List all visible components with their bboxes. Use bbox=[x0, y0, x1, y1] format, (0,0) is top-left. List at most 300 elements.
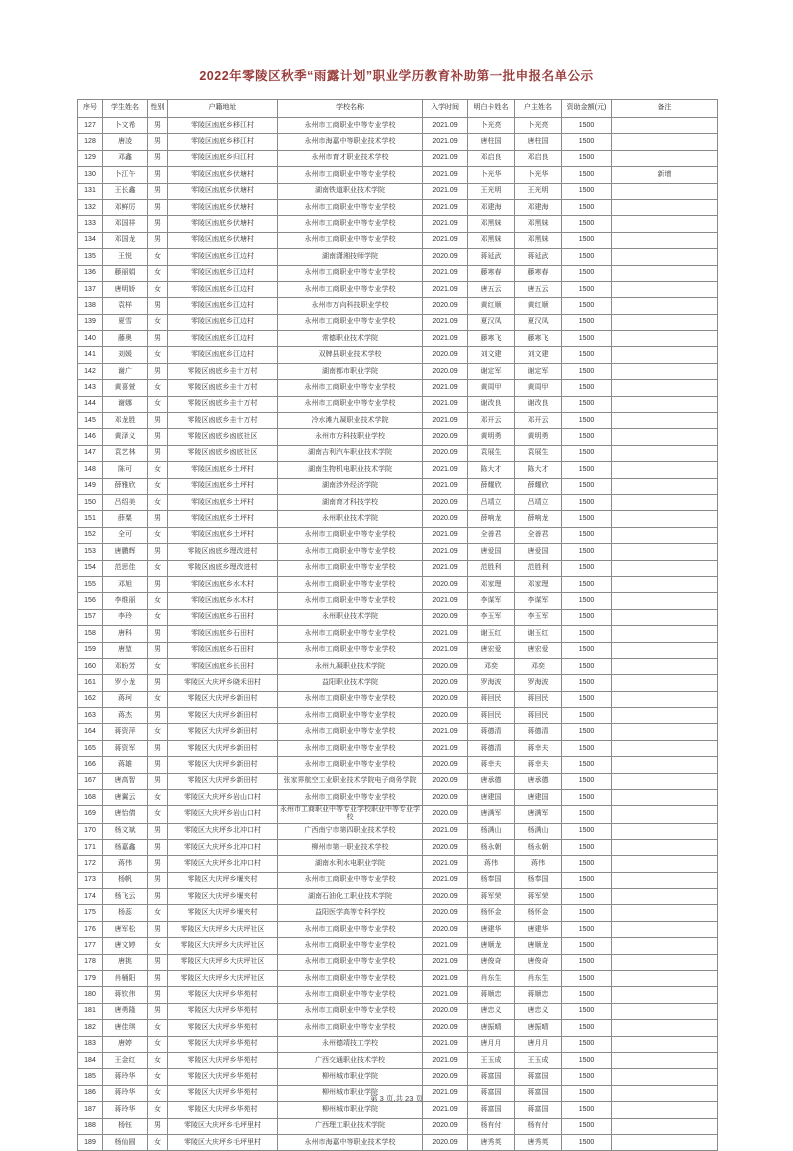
table-cell: 永州市工商职业中等专业学校 bbox=[278, 396, 423, 412]
column-header: 入学时间 bbox=[423, 100, 468, 118]
table-cell: 范思佳 bbox=[103, 560, 148, 576]
table-row bbox=[78, 757, 718, 773]
table-cell: 1500 bbox=[562, 183, 612, 199]
table-cell: 唐满军 bbox=[468, 806, 515, 823]
table-cell: 湖南生物机电职业技术学院 bbox=[278, 462, 423, 478]
table-cell: 149 bbox=[78, 478, 103, 494]
table-cell: 148 bbox=[78, 462, 103, 478]
table-cell bbox=[612, 544, 718, 560]
table-row bbox=[78, 183, 718, 199]
table-cell: 零陵区凼底乡伏塘村 bbox=[168, 216, 278, 232]
table-cell: 永州市工商职业中等专业学校 bbox=[278, 724, 423, 740]
table-cell bbox=[612, 413, 718, 429]
table-cell: 女 bbox=[148, 462, 168, 478]
table-cell: 零陵区大庆坪乡北冲口村 bbox=[168, 839, 278, 855]
table-cell: 蒋富国 bbox=[515, 1069, 562, 1085]
table-cell: 2020.09 bbox=[423, 757, 468, 773]
table-cell bbox=[612, 249, 718, 265]
table-cell: 永州市海嘉中等职业技术学校 bbox=[278, 134, 423, 150]
table-cell: 零陵区凼底乡江边村 bbox=[168, 281, 278, 297]
table-cell: 女 bbox=[148, 281, 168, 297]
table-cell: 139 bbox=[78, 314, 103, 330]
table-cell bbox=[612, 527, 718, 543]
table-cell: 唐承德 bbox=[515, 773, 562, 789]
table-cell: 1500 bbox=[562, 691, 612, 707]
table-cell bbox=[612, 1102, 718, 1118]
table-cell: 益阳医学高等专科学校 bbox=[278, 905, 423, 921]
table-row bbox=[78, 445, 718, 461]
table-cell: 蒋雄 bbox=[103, 757, 148, 773]
table-cell: 1500 bbox=[562, 806, 612, 823]
table-row bbox=[78, 806, 718, 823]
table-row bbox=[78, 773, 718, 789]
table-cell: 130 bbox=[78, 167, 103, 183]
table-cell: 150 bbox=[78, 494, 103, 510]
table-cell: 129 bbox=[78, 150, 103, 166]
table-cell: 零陵区大庆坪乡大庆坪社区 bbox=[168, 971, 278, 987]
table-cell: 永州市工商职业中等专业学校 bbox=[278, 954, 423, 970]
table-cell: 零陵区凼底乡江边村 bbox=[168, 347, 278, 363]
table-cell: 女 bbox=[148, 347, 168, 363]
table-cell: 唐秀英 bbox=[468, 1134, 515, 1150]
table-cell: 零陵区大庆坪乡华苑村 bbox=[168, 1102, 278, 1118]
table-cell: 男 bbox=[148, 544, 168, 560]
table-cell: 唐忠义 bbox=[515, 1003, 562, 1019]
table-cell bbox=[612, 938, 718, 954]
table-cell: 154 bbox=[78, 560, 103, 576]
table-cell: 蒋德清 bbox=[468, 724, 515, 740]
table-cell: 2021.09 bbox=[423, 1102, 468, 1118]
table-cell: 1500 bbox=[562, 265, 612, 281]
table-cell: 谢娜 bbox=[103, 396, 148, 412]
table-cell: 零陵区大庆坪乡新田村 bbox=[168, 708, 278, 724]
table-cell: 杨帆 bbox=[103, 872, 148, 888]
column-header: 学生姓名 bbox=[103, 100, 148, 118]
table-cell: 唐鹏辉 bbox=[103, 544, 148, 560]
table-cell: 女 bbox=[148, 1020, 168, 1036]
table-cell: 永州市工商职业中等专业学校 bbox=[278, 199, 423, 215]
table-cell: 2020.09 bbox=[423, 429, 468, 445]
table-cell: 2020.09 bbox=[423, 806, 468, 823]
table-cell: 零陵区大庆坪乡大庆坪社区 bbox=[168, 921, 278, 937]
table-row bbox=[78, 429, 718, 445]
table-cell: 藤寒春 bbox=[515, 265, 562, 281]
table-cell: 1500 bbox=[562, 429, 612, 445]
table-cell: 柳州城市职业学院 bbox=[278, 1102, 423, 1118]
table-cell: 男 bbox=[148, 167, 168, 183]
table-cell: 1500 bbox=[562, 380, 612, 396]
table-cell: 谢玉红 bbox=[515, 626, 562, 642]
table-cell: 零陵区凼底乡土坪村 bbox=[168, 462, 278, 478]
table-cell: 128 bbox=[78, 134, 103, 150]
table-cell: 刘文建 bbox=[515, 347, 562, 363]
table-cell: 永州市工商职业中等专业学校 bbox=[278, 708, 423, 724]
table-cell: 永州市工商职业中等专业学校 bbox=[278, 281, 423, 297]
table-cell: 蒋玲华 bbox=[103, 1069, 148, 1085]
table-cell: 1500 bbox=[562, 281, 612, 297]
table-row bbox=[78, 856, 718, 872]
table-cell: 零陵区大庆坪乡堰夹村 bbox=[168, 889, 278, 905]
table-cell: 永州市工商职业中等专业学校 bbox=[278, 642, 423, 658]
table-cell bbox=[612, 331, 718, 347]
table-cell: 李玉军 bbox=[468, 609, 515, 625]
table-cell: 蒋回民 bbox=[515, 691, 562, 707]
table-cell: 全可 bbox=[103, 527, 148, 543]
table-cell: 男 bbox=[148, 413, 168, 429]
table-cell: 邓建海 bbox=[468, 199, 515, 215]
table-cell: 1500 bbox=[562, 1102, 612, 1118]
table-cell bbox=[612, 429, 718, 445]
table-cell: 152 bbox=[78, 527, 103, 543]
table-cell: 男 bbox=[148, 675, 168, 691]
table-cell: 柳州市第一职业技术学校 bbox=[278, 839, 423, 855]
table-row bbox=[78, 478, 718, 494]
table-cell: 184 bbox=[78, 1052, 103, 1068]
table-cell: 零陵区凼底乡土坪村 bbox=[168, 511, 278, 527]
table-cell: 零陵区凼底乡伏塘村 bbox=[168, 183, 278, 199]
table-cell: 男 bbox=[148, 889, 168, 905]
table-cell bbox=[612, 954, 718, 970]
table-cell: 吕绍美 bbox=[103, 494, 148, 510]
table-cell: 172 bbox=[78, 856, 103, 872]
table-cell bbox=[612, 675, 718, 691]
table-cell: 零陵区大庆坪乡华苑村 bbox=[168, 1052, 278, 1068]
table-cell: 蒋伟 bbox=[468, 856, 515, 872]
table-cell: 186 bbox=[78, 1085, 103, 1101]
column-header: 学校名称 bbox=[278, 100, 423, 118]
table-cell: 双牌县职业技术学校 bbox=[278, 347, 423, 363]
table-cell: 女 bbox=[148, 314, 168, 330]
table-row bbox=[78, 691, 718, 707]
table-cell: 黄明勇 bbox=[468, 429, 515, 445]
table-cell: 1500 bbox=[562, 609, 612, 625]
table-cell: 2021.09 bbox=[423, 462, 468, 478]
table-cell: 永州市工商职业中等专业学校 bbox=[278, 576, 423, 592]
table-cell: 蒋资萍 bbox=[103, 724, 148, 740]
table-cell: 唐明娇 bbox=[103, 281, 148, 297]
table-cell: 1500 bbox=[562, 658, 612, 674]
table-cell bbox=[612, 1052, 718, 1068]
table-row bbox=[78, 626, 718, 642]
table-cell: 1500 bbox=[562, 1036, 612, 1052]
table-cell: 陈大才 bbox=[515, 462, 562, 478]
table-cell: 永州市工商职业中等专业学校 bbox=[278, 757, 423, 773]
table-row bbox=[78, 954, 718, 970]
table-cell: 2020.09 bbox=[423, 576, 468, 592]
table-cell: 零陵区大庆坪乡大庆坪社区 bbox=[168, 938, 278, 954]
table-cell: 165 bbox=[78, 740, 103, 756]
table-cell: 唐科 bbox=[103, 626, 148, 642]
table-row bbox=[78, 790, 718, 806]
table-cell: 永州市工商职业中等专业学校 bbox=[278, 1020, 423, 1036]
table-cell: 男 bbox=[148, 626, 168, 642]
table-cell: 冷水滩九凝职业技术学院 bbox=[278, 413, 423, 429]
table-cell: 李谋军 bbox=[468, 593, 515, 609]
table-cell: 邓奕 bbox=[515, 658, 562, 674]
table-cell: 1500 bbox=[562, 708, 612, 724]
table-cell: 2021.09 bbox=[423, 724, 468, 740]
table-cell: 零陵区大庆坪乡堰夹村 bbox=[168, 872, 278, 888]
table-cell: 零陵区凼底乡长田村 bbox=[168, 658, 278, 674]
table-cell bbox=[612, 445, 718, 461]
table-cell: 1500 bbox=[562, 298, 612, 314]
table-cell: 范胜利 bbox=[468, 560, 515, 576]
table-cell: 陈大才 bbox=[468, 462, 515, 478]
table-cell: 零陵区凼底乡移江村 bbox=[168, 118, 278, 134]
table-cell: 王玉成 bbox=[468, 1052, 515, 1068]
table-cell: 男 bbox=[148, 576, 168, 592]
table-cell: 张家界航空工业职业技术学院电子商务学院 bbox=[278, 773, 423, 789]
table-cell: 谢定军 bbox=[515, 363, 562, 379]
table-cell: 永州市工商职业中等专业学校 bbox=[278, 216, 423, 232]
table-cell: 邓鑫 bbox=[103, 150, 148, 166]
table-cell: 零陵区凼底乡理改进村 bbox=[168, 544, 278, 560]
table-cell: 166 bbox=[78, 757, 103, 773]
table-cell: 零陵区凼底乡伏塘村 bbox=[168, 232, 278, 248]
table-row bbox=[78, 298, 718, 314]
table-cell: 零陵区大庆坪乡新田村 bbox=[168, 691, 278, 707]
table-cell: 1500 bbox=[562, 576, 612, 592]
table-cell bbox=[612, 757, 718, 773]
table-cell: 1500 bbox=[562, 856, 612, 872]
table-cell: 唐建华 bbox=[468, 921, 515, 937]
table-cell bbox=[612, 1036, 718, 1052]
table-cell: 永州市工商职业中等专业学校 bbox=[278, 691, 423, 707]
table-cell: 蒋延武 bbox=[515, 249, 562, 265]
table-cell: 2021.09 bbox=[423, 150, 468, 166]
table-cell: 2021.09 bbox=[423, 183, 468, 199]
table-cell: 2020.09 bbox=[423, 839, 468, 855]
table-cell: 男 bbox=[148, 511, 168, 527]
table-cell bbox=[612, 576, 718, 592]
table-row bbox=[78, 118, 718, 134]
table-cell: 171 bbox=[78, 839, 103, 855]
table-row bbox=[78, 511, 718, 527]
table-cell: 蒋富国 bbox=[468, 1069, 515, 1085]
table-cell: 2021.09 bbox=[423, 987, 468, 1003]
table-cell: 邓黑妹 bbox=[515, 232, 562, 248]
table-row bbox=[78, 675, 718, 691]
table-cell: 蒋回民 bbox=[468, 691, 515, 707]
table-cell: 蒋伟 bbox=[103, 856, 148, 872]
table-cell: 永州市工商职业中等专业学校 bbox=[278, 987, 423, 1003]
table-cell: 136 bbox=[78, 265, 103, 281]
table-cell: 男 bbox=[148, 331, 168, 347]
table-cell: 唐五云 bbox=[515, 281, 562, 297]
table-cell: 185 bbox=[78, 1069, 103, 1085]
table-cell: 1500 bbox=[562, 675, 612, 691]
table-cell: 179 bbox=[78, 971, 103, 987]
table-cell: 零陵区大庆坪乡岩山口村 bbox=[168, 790, 278, 806]
table-cell bbox=[612, 396, 718, 412]
table-cell: 2020.09 bbox=[423, 1134, 468, 1150]
table-cell: 2020.09 bbox=[423, 347, 468, 363]
table-cell bbox=[612, 380, 718, 396]
table-cell: 永州市海嘉中等职业技术学校 bbox=[278, 1134, 423, 1150]
table-cell: 2020.09 bbox=[423, 1069, 468, 1085]
table-cell: 邓龙胜 bbox=[103, 413, 148, 429]
table-cell bbox=[612, 839, 718, 855]
table-cell: 1500 bbox=[562, 216, 612, 232]
table-cell: 127 bbox=[78, 118, 103, 134]
table-cell: 王悦 bbox=[103, 249, 148, 265]
table-cell: 零陵区凼底乡江边村 bbox=[168, 314, 278, 330]
table-cell: 1500 bbox=[562, 527, 612, 543]
table-cell: 刘媛 bbox=[103, 347, 148, 363]
table-cell: 唐凌 bbox=[103, 134, 148, 150]
table-cell: 1500 bbox=[562, 921, 612, 937]
table-cell: 藤寒飞 bbox=[468, 331, 515, 347]
table-cell: 140 bbox=[78, 331, 103, 347]
table-cell: 164 bbox=[78, 724, 103, 740]
page-title: 2022年零陵区秋季“雨露计划”职业学历教育补助第一批申报名单公示 bbox=[199, 69, 594, 83]
table-cell: 1500 bbox=[562, 478, 612, 494]
table-cell: 永州市万向科技职业学校 bbox=[278, 298, 423, 314]
table-cell: 女 bbox=[148, 658, 168, 674]
table-row bbox=[78, 1020, 718, 1036]
table-cell: 李玲 bbox=[103, 609, 148, 625]
table-cell: 1500 bbox=[562, 905, 612, 921]
column-header: 户籍地址 bbox=[168, 100, 278, 118]
table-cell: 145 bbox=[78, 413, 103, 429]
table-cell: 167 bbox=[78, 773, 103, 789]
table-cell: 男 bbox=[148, 232, 168, 248]
table-cell: 蒋幸夫 bbox=[515, 740, 562, 756]
table-row bbox=[78, 396, 718, 412]
table-cell: 1500 bbox=[562, 118, 612, 134]
table-cell: 零陵区大庆坪乡新田村 bbox=[168, 757, 278, 773]
table-cell: 薛耀欣 bbox=[468, 478, 515, 494]
table-cell: 1500 bbox=[562, 757, 612, 773]
table-cell: 袁展生 bbox=[515, 445, 562, 461]
table-cell: 薛响龙 bbox=[468, 511, 515, 527]
table-cell: 1500 bbox=[562, 642, 612, 658]
table-cell: 杨飞云 bbox=[103, 889, 148, 905]
table-cell: 2020.09 bbox=[423, 363, 468, 379]
table-cell: 永州市工商职业中等专业学校 bbox=[278, 167, 423, 183]
table-cell bbox=[612, 626, 718, 642]
table-cell bbox=[612, 889, 718, 905]
table-cell: 男 bbox=[148, 971, 168, 987]
table-cell: 女 bbox=[148, 249, 168, 265]
table-cell bbox=[612, 216, 718, 232]
table-cell: 1500 bbox=[562, 593, 612, 609]
table-cell: 王长鑫 bbox=[103, 183, 148, 199]
table-cell: 薛粟 bbox=[103, 511, 148, 527]
table-cell: 2021.09 bbox=[423, 478, 468, 494]
table-cell: 零陵区大庆坪乡晓禾田村 bbox=[168, 675, 278, 691]
table-cell bbox=[612, 806, 718, 823]
table-cell: 蒋钦伟 bbox=[103, 987, 148, 1003]
table-cell bbox=[612, 773, 718, 789]
table-row bbox=[78, 938, 718, 954]
table-cell: 男 bbox=[148, 872, 168, 888]
table-cell bbox=[612, 823, 718, 839]
table-cell: 168 bbox=[78, 790, 103, 806]
table-row bbox=[78, 232, 718, 248]
table-cell: 175 bbox=[78, 905, 103, 921]
table-cell: 2021.09 bbox=[423, 544, 468, 560]
table-cell: 1500 bbox=[562, 724, 612, 740]
table-row bbox=[78, 380, 718, 396]
table-cell: 零陵区凼底乡江边村 bbox=[168, 331, 278, 347]
table-row bbox=[78, 872, 718, 888]
table-row bbox=[78, 560, 718, 576]
table-cell: 邓开云 bbox=[515, 413, 562, 429]
column-header: 备注 bbox=[612, 100, 718, 118]
table-cell: 夏雪 bbox=[103, 314, 148, 330]
table-row bbox=[78, 609, 718, 625]
table-cell: 133 bbox=[78, 216, 103, 232]
table-cell: 2021.09 bbox=[423, 331, 468, 347]
table-cell: 唐爱国 bbox=[515, 544, 562, 560]
table-cell: 1500 bbox=[562, 347, 612, 363]
table-cell bbox=[612, 511, 718, 527]
table-row bbox=[78, 363, 718, 379]
table-cell: 蒋幸夫 bbox=[515, 757, 562, 773]
table-cell: 杨满山 bbox=[515, 823, 562, 839]
table-cell: 男 bbox=[148, 856, 168, 872]
table-cell bbox=[612, 658, 718, 674]
table-cell: 湖南水利水电职业学院 bbox=[278, 856, 423, 872]
table-cell: 邓黑妹 bbox=[468, 216, 515, 232]
table-cell: 蒋富国 bbox=[468, 1085, 515, 1101]
table-cell: 罗小龙 bbox=[103, 675, 148, 691]
table-cell: 杨怀金 bbox=[468, 905, 515, 921]
table-cell: 杨奉国 bbox=[515, 872, 562, 888]
table-cell: 1500 bbox=[562, 445, 612, 461]
table-cell: 袁展生 bbox=[468, 445, 515, 461]
table-cell: 2020.09 bbox=[423, 921, 468, 937]
table-cell: 蒋玲华 bbox=[103, 1085, 148, 1101]
table-cell: 2020.09 bbox=[423, 298, 468, 314]
table-cell bbox=[612, 1020, 718, 1036]
table-cell: 1500 bbox=[562, 889, 612, 905]
table-cell: 永州市工商职业中等专业学校 bbox=[278, 544, 423, 560]
table-row bbox=[78, 199, 718, 215]
table-cell: 男 bbox=[148, 987, 168, 1003]
table-cell: 蒋回民 bbox=[515, 708, 562, 724]
table-cell: 零陵区大庆坪乡华苑村 bbox=[168, 987, 278, 1003]
table-cell: 邓旭 bbox=[103, 576, 148, 592]
table-cell: 女 bbox=[148, 1052, 168, 1068]
table-cell: 陈可 bbox=[103, 462, 148, 478]
table-cell: 永州市工商职业中等专业学校 bbox=[278, 1003, 423, 1019]
table-cell: 2021.09 bbox=[423, 527, 468, 543]
table-cell: 146 bbox=[78, 429, 103, 445]
table-cell: 2021.09 bbox=[423, 872, 468, 888]
table-cell: 177 bbox=[78, 938, 103, 954]
table-cell: 2021.09 bbox=[423, 593, 468, 609]
table-cell: 杨有付 bbox=[515, 1118, 562, 1134]
table-cell: 男 bbox=[148, 921, 168, 937]
table-cell: 零陵区凼底乡伏塘村 bbox=[168, 199, 278, 215]
table-cell: 女 bbox=[148, 938, 168, 954]
table-cell: 蒋幸夫 bbox=[468, 757, 515, 773]
table-cell: 女 bbox=[148, 806, 168, 823]
table-cell: 2020.09 bbox=[423, 494, 468, 510]
table-cell bbox=[612, 1069, 718, 1085]
table-cell: 唐宏爱 bbox=[515, 642, 562, 658]
table-cell: 2021.09 bbox=[423, 856, 468, 872]
table-cell: 1500 bbox=[562, 740, 612, 756]
table-row bbox=[78, 1102, 718, 1118]
table-cell: 新增 bbox=[612, 167, 718, 183]
table-cell: 2021.09 bbox=[423, 167, 468, 183]
table-cell: 2021.09 bbox=[423, 823, 468, 839]
table-cell bbox=[612, 134, 718, 150]
table-cell: 蒋杰 bbox=[103, 708, 148, 724]
